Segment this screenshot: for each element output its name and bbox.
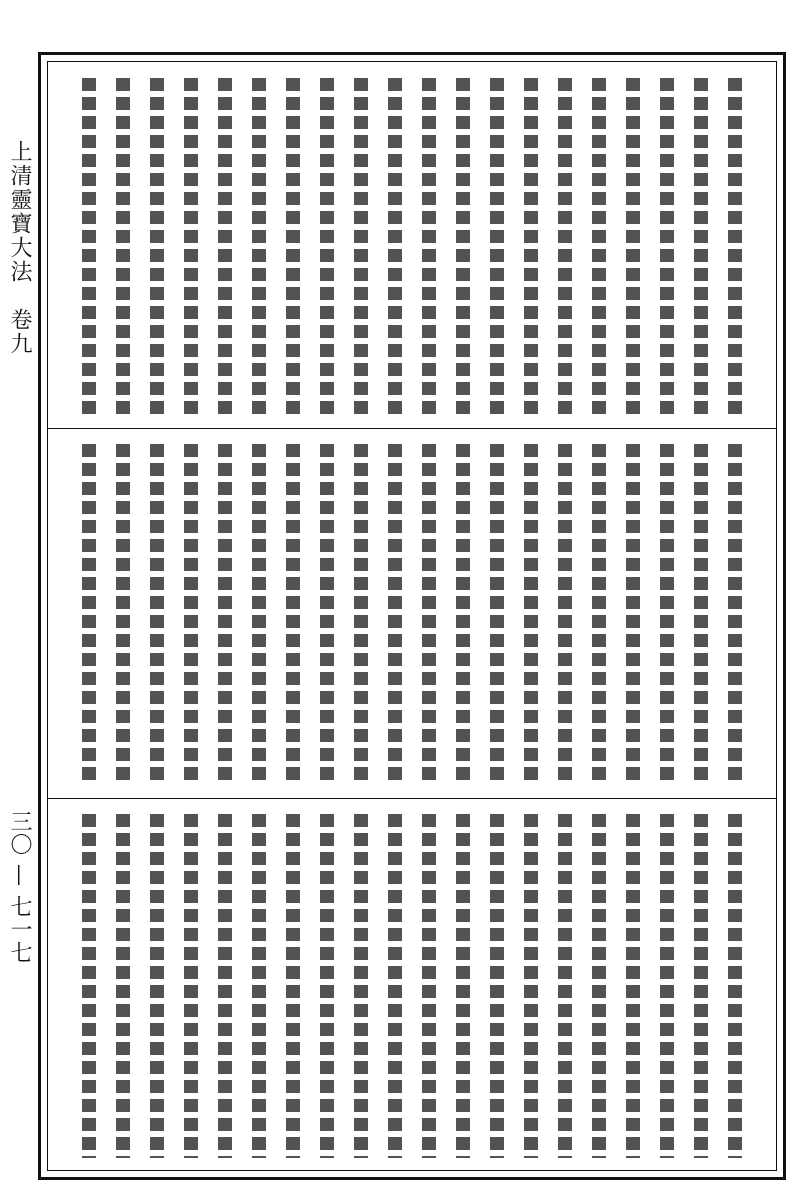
text-column xyxy=(558,814,572,1158)
text-column xyxy=(150,444,164,786)
text-column xyxy=(184,78,198,416)
text-column xyxy=(626,814,640,1158)
text-column xyxy=(694,814,708,1158)
text-column xyxy=(524,78,538,416)
inner-frame xyxy=(47,61,777,1171)
text-column xyxy=(286,814,300,1158)
text-column xyxy=(150,814,164,1158)
text-column xyxy=(150,78,164,416)
page-frame xyxy=(38,52,786,1180)
text-column xyxy=(456,78,470,416)
text-column xyxy=(694,444,708,786)
text-column xyxy=(320,814,334,1158)
text-column xyxy=(82,78,96,416)
text-column xyxy=(354,814,368,1158)
text-column xyxy=(626,444,640,786)
text-column xyxy=(218,814,232,1158)
text-column xyxy=(286,444,300,786)
text-column xyxy=(490,78,504,416)
text-column xyxy=(728,78,742,416)
text-column xyxy=(422,78,436,416)
text-column xyxy=(388,444,402,786)
text-column xyxy=(456,814,470,1158)
text-column xyxy=(694,78,708,416)
page-number: 三〇 — 七一七 xyxy=(7,810,32,964)
text-column xyxy=(422,444,436,786)
middle-register xyxy=(48,428,776,799)
bottom-register xyxy=(48,798,776,1170)
text-column xyxy=(116,444,130,786)
text-column xyxy=(218,78,232,416)
text-column xyxy=(184,444,198,786)
text-column xyxy=(728,814,742,1158)
text-column xyxy=(592,78,606,416)
text-column xyxy=(592,444,606,786)
top-register xyxy=(48,62,776,429)
text-column xyxy=(524,814,538,1158)
text-column xyxy=(252,78,266,416)
text-column xyxy=(728,444,742,786)
text-column xyxy=(660,78,674,416)
text-column xyxy=(490,814,504,1158)
text-column xyxy=(252,814,266,1158)
text-column xyxy=(558,78,572,416)
text-column xyxy=(218,444,232,786)
text-column xyxy=(558,444,572,786)
text-column xyxy=(82,444,96,786)
text-column xyxy=(286,78,300,416)
text-column xyxy=(116,814,130,1158)
text-column xyxy=(660,444,674,786)
text-column xyxy=(388,814,402,1158)
text-column xyxy=(660,814,674,1158)
text-column xyxy=(354,78,368,416)
text-column xyxy=(320,78,334,416)
text-column xyxy=(184,814,198,1158)
text-column xyxy=(388,78,402,416)
text-column xyxy=(320,444,334,786)
text-column xyxy=(422,814,436,1158)
text-column xyxy=(252,444,266,786)
side-title: 上清靈寶大法 卷九 xyxy=(7,140,32,356)
text-column xyxy=(490,444,504,786)
text-column xyxy=(626,78,640,416)
text-column xyxy=(456,444,470,786)
text-column xyxy=(524,444,538,786)
text-column xyxy=(116,78,130,416)
text-column xyxy=(592,814,606,1158)
text-column xyxy=(354,444,368,786)
text-column xyxy=(82,814,96,1158)
